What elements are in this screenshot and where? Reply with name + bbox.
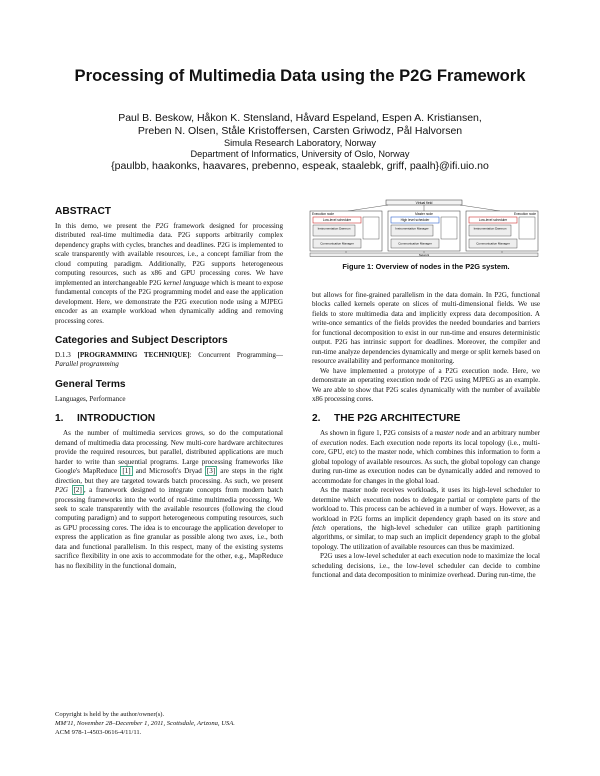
intro-prototype-text: We have implemented a prototype of a P2G execution node. Here, we demonstrate an operating execution node of P2G using MJPEG as an example. We are able to show that P2G scales dynamically with the number of available x86 processing cores.: [312, 366, 540, 403]
figure-1-caption: Figure 1: Overview of nodes in the P2G system.: [342, 262, 510, 271]
network-label: Network: [418, 252, 430, 257]
arch-paragraph-2: As the master node receives workloads, it uses its high-level scheduler to determine which execution nodes to delegate partial or complete parts of the workload to. This process can be achieved in a number of ways. However, as a workload in P2G forms an implicit dependency graph based on its store and fetch operations, the high-level scheduler can utilize graph partitioning algorithms, or similar, to map such an implicit dependency graph to the global topology. The utilization of available resources can thus be maximized.: [312, 486, 540, 551]
affiliation-emails: {paulbb, haakonks, haavares, prebenno, espeak, staalebk, griff, paalh}@ifi.uio.no: [111, 159, 489, 172]
affiliation-block: [0, 138, 600, 172]
citation-link[interactable]: [3]: [206, 467, 216, 476]
svg-text:Communication Manager: Communication Manager: [398, 241, 432, 246]
citation-link[interactable]: [1]: [122, 467, 131, 476]
figure-1-diagram: [308, 199, 540, 257]
abstract-text: In this demo, we present the P2G framework designed for processing distributed real-time multimedia data. P2G supports arbitrarily complex dependency graphs with cycles, branches and deadlines. P2G is implemented to scale transparently with available resources, i.e., a concept familiar from the cloud computing paradigm. Additionally, P2G supports heterogeneous computing resources, such as x86 and GPU processing cores. We have implemented an interchangeable P2G kernel language which is meant to expose fundamental concepts of the P2G programming model and ease the application development. Here, we demonstrate the P2G execution node using a MJPEG encoder as an example workload when dynamically adding and removing processing cores.: [55, 222, 284, 325]
authors-line-1: Paul B. Beskow, Håkon K. Stensland, Håvard Espeland, Espen A. Kristiansen,: [118, 112, 482, 124]
affiliation-lab: Simula Research Laboratory, Norway: [224, 138, 376, 148]
authors-line-2: Preben N. Olsen, Ståle Kristoffersen, Carsten Griwodz, Pål Halvorsen: [137, 124, 463, 137]
right-column: [312, 291, 540, 581]
author-list: [0, 112, 600, 137]
citation-link[interactable]: [2]: [73, 486, 82, 495]
arch-paragraph-3: P2G uses a low-level scheduler at each execution node to maximize the local scheduling decisions, i.e., the low-level scheduler can decide to combine functional and data decomposition to minimize overhead. During run-time, the: [312, 552, 540, 580]
intro-text: As the number of multimedia services grows, so do the computational demand of multimedia data processing. New multi-core hardware architectures provide the required resources, but parallel, distributed applications are much harder to write than sequential programs. Large processing frameworks like Google's MapReduce [1] and Microsoft's Dryad [3] are steps in the right direction, but they are targeted towards batch processing. As such, we present P2G [2] , a framework designed to integrate concepts from modern batch processing frameworks into the world of real-time multimedia processing. We seek to scale transparently with the available resources (following the cloud computing paradigm) and to support heterogeneous computing resources, such as GPU processing cores. The idea is to encourage the application developer to express the application as fine granular as possible along two axes, i.e., both data and functional parallelism. In this respect, many of the existing systems sacrifice flexibility in one axis to accommodate for the other, e.g., MapReduce has no flexibility in the functional domain,: [55, 429, 283, 570]
arch-heading: 2. THE P2G ARCHITECTURE: [312, 413, 461, 425]
svg-text:Communication Manager: Communication Manager: [320, 241, 354, 246]
copyright-line: Copyright is held by the author/owner(s).: [55, 711, 165, 718]
copyright-footnote: [55, 710, 283, 738]
master-node-label: Master node: [415, 212, 433, 216]
high-level-label: High level scheduler: [400, 218, 430, 223]
arch-paragraph-1: As shown in figure 1, P2G consists of a master node and an arbitrary number of execution nodes. Each execution node reports its local topology (i.e., multi-core, GPU, etc) to the master node, which combines this information to form a global topology of available resources. As such, the global topology can change during run-time as execution nodes can be dynamically added and removed to accommodate for changes in the global load.: [312, 429, 541, 485]
conference-line: MM'11, November 28–December 1, 2011, Scottsdale, Arizona, USA.: [55, 720, 235, 728]
svg-text:Communication Manager: Communication Manager: [476, 241, 510, 246]
categories-text: D.1.3 [PROGRAMMING TECHNIQUE]: Concurrent Programming—Parallel programming: [55, 350, 283, 369]
paper-title: Processing of Multimedia Data using the P2G Framework: [74, 66, 526, 85]
general-terms-text: Languages, Performance: [55, 394, 126, 403]
general-terms-heading: General Terms: [55, 378, 126, 390]
virtual-field-label: Virtual field: [415, 201, 433, 205]
left-node-label: Execution node: [312, 212, 334, 216]
svg-text:Instrumentation Manager: Instrumentation Manager: [395, 226, 429, 231]
categories-heading: Categories and Subject Descriptors: [55, 334, 228, 346]
abstract-heading: ABSTRACT: [55, 206, 112, 217]
left-column: [55, 206, 283, 571]
right-node-label: Execution node: [514, 212, 536, 216]
acm-line: ACM 978-1-4503-0616-4/11/11.: [55, 729, 142, 737]
svg-text:Instrumentation Daemon: Instrumentation Daemon: [473, 226, 507, 231]
intro-continued-text: but allows for fine-grained parallelism in the data domain. In P2G, functional blocks called kernels operate on slices of multi-dimensional fields. We use fields to store multimedia data and implicitly express data decomposition. A write-once semantics of the fields provides the needed boundaries and barriers for functional decomposition to exist in our run-time and ensures deterministic output. P2G has intrinsic support for deadlines. Moreover, the compiler and run-time analyze dependencies dynamically and merge or split kernels based on resource availability and performance monitoring.: [312, 291, 540, 366]
intro-heading: 1. INTRODUCTION: [55, 413, 156, 425]
left-low-level-label: Low-level scheduler: [322, 218, 352, 223]
svg-text:Low-level scheduler: Low-level scheduler: [478, 218, 508, 223]
affiliation-dept: Department of Informatics, University of Oslo, Norway: [190, 148, 410, 159]
svg-text:Instrumentation Daemon: Instrumentation Daemon: [317, 226, 351, 231]
